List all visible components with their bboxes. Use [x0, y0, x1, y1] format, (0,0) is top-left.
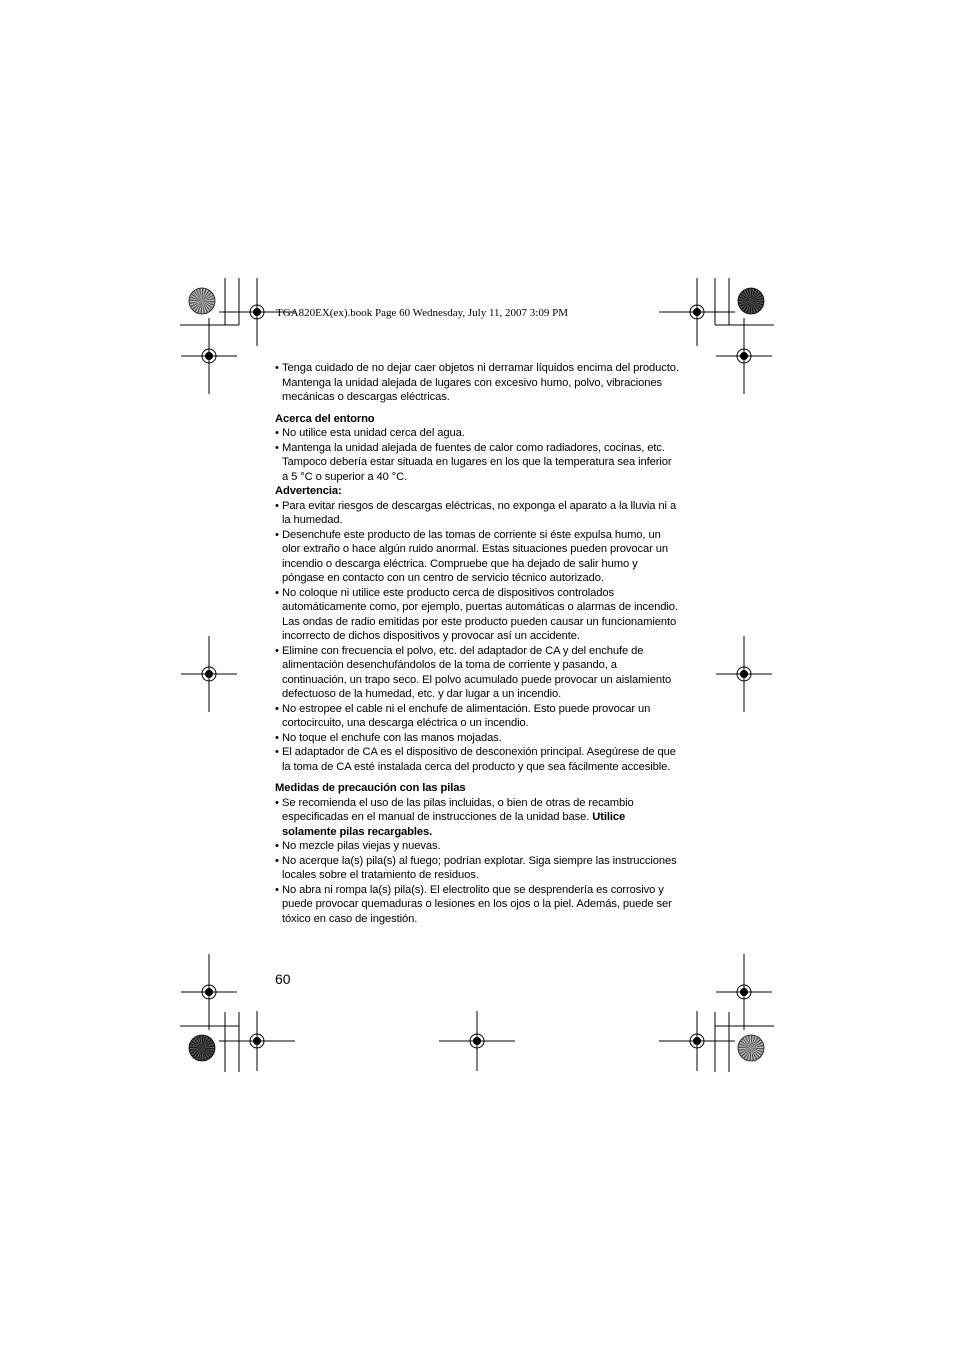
registration-crosshair-icon — [439, 1011, 515, 1071]
list-item: • No coloque ni utilice este producto cerca de dispositivos controlados automáticamente como, por ejemplo, puertas automáticas o alarmas de incendio. Las ondas de radio emitidas por este producto pueden causar un funcionamiento incorrecto de dichos dispositivos y provocar así un accidente. — [275, 586, 680, 644]
list-item: • El adaptador de CA es el dispositivo de desconexión principal. Asegúrese de que la toma de CA esté instalada cerca del producto y que sea fácilmente accesible. — [275, 745, 680, 774]
list-item: • Desenchufe este producto de las tomas de corriente si éste expulsa humo, un olor extraño o hace algún ruido anormal. Estas situaciones pueden provocar un incendio o descarga eléctrica. Compruebe que ha dejado de salir humo y póngase en contacto con un centro de servicio técnico autorizado. — [275, 528, 680, 586]
item-bold-text: Utilice solamente pilas recargables. — [282, 811, 626, 838]
list-item: • Mantenga la unidad alejada de fuentes de calor como radiadores, cocinas, etc. Tampoco debería estar situada en lugares en los que la temperatura sea inferior a 5 °C o superior a 40 °C. — [275, 441, 680, 485]
registration-crosshair-icon — [181, 954, 237, 1030]
page-number: 60 — [275, 971, 291, 987]
list-item: • Elimine con frecuencia el polvo, etc. del adaptador de CA y del enchufe de alimentación desenchufándolos de la toma de corriente y pasando, a continuación, un trapo seco. El polvo acumulado puede provocar un aislamiento defectuoso de la humedad, etc. y dar lugar a un incendio. — [275, 644, 680, 702]
list-item: • Tenga cuidado de no dejar caer objetos ni derramar líquidos encima del producto. Mantenga la unidad alejada de lugares con excesivo humo, polvo, vibraciones mecánicas o descargas eléctricas. — [275, 361, 680, 405]
registration-crosshair-icon — [716, 318, 772, 394]
list-item: • No toque el enchufe con las manos mojadas. — [275, 731, 680, 746]
registration-crosshair-icon — [219, 1011, 295, 1071]
list-item: • Para evitar riesgos de descargas eléctricas, no exponga el aparato a la lluvia ni a la humedad. — [275, 499, 680, 528]
section-title-environment: Acerca del entorno — [275, 412, 375, 425]
section-title-batteries: Medidas de precaución con las pilas — [275, 782, 466, 794]
list-item: • No abra ni rompa la(s) pila(s). El electrolito que se desprendería es corrosivo y puede provocar quemaduras o lesiones en los ojos o la piel. Además, puede ser tóxico en caso de ingestión. — [275, 883, 680, 927]
page-content — [275, 361, 680, 926]
registration-crosshair-icon — [181, 318, 237, 394]
registration-crosshair-icon — [659, 278, 735, 346]
registration-crosshair-icon — [659, 1011, 735, 1071]
section-title-warning: Advertencia: — [275, 485, 342, 497]
list-item: • No estropee el cable ni el enchufe de alimentación. Esto puede provocar un cortocircuito, una descarga eléctrica o un incendio. — [275, 702, 680, 731]
registration-crosshair-icon — [716, 636, 772, 712]
book-header-line: TGA820EX(ex).book Page 60 Wednesday, July 11, 2007 3:09 PM — [276, 307, 569, 319]
intro-list — [275, 361, 680, 405]
list-item — [275, 796, 680, 840]
environment-list — [275, 426, 680, 484]
registration-starburst-icon — [189, 288, 215, 314]
batteries-list — [275, 796, 680, 927]
list-item: • No mezcle pilas viejas y nuevas. — [275, 839, 680, 854]
item-text: Se recomienda el uso de las pilas incluidas, o bien de otras de recambio especificadas en el manual de instrucciones de la unidad base. — [282, 796, 634, 823]
registration-crosshair-icon — [716, 954, 772, 1030]
registration-starburst-icon — [189, 1035, 215, 1061]
list-item: • No utilice esta unidad cerca del agua. — [275, 426, 680, 441]
registration-starburst-icon — [738, 288, 764, 314]
registration-crosshair-icon — [181, 636, 237, 712]
registration-starburst-icon — [738, 1035, 764, 1061]
warning-list — [275, 499, 680, 775]
list-item: • No acerque la(s) pila(s) al fuego; podrían explotar. Siga siempre las instrucciones locales sobre el tratamiento de residuos. — [275, 854, 680, 883]
